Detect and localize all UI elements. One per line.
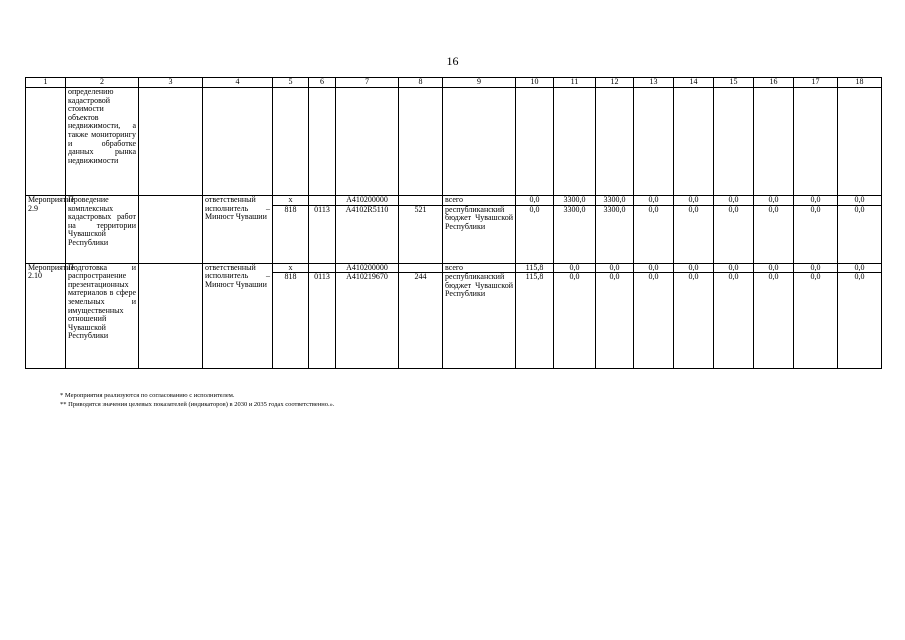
funding-value-c11: 0,0 — [554, 273, 596, 369]
measure-number: Мероприятие 2.10 — [26, 263, 66, 369]
column-number: 2 — [66, 78, 139, 88]
funding-value-c17: 0,0 — [794, 205, 838, 263]
column-number-row — [26, 78, 882, 88]
funding-value-c12: 3300,0 — [596, 205, 634, 263]
gov-administrator-code: x — [273, 263, 309, 273]
funding-value-c13: 0,0 — [634, 196, 674, 206]
funding-value-c14: 0,0 — [674, 205, 714, 263]
funding-source: республиканский бюджет Чувашской Республики — [443, 273, 516, 369]
co-executors-cell — [139, 196, 203, 264]
measure-description: Проведение комплексных кадастровых работ на территории Чувашской Республики — [66, 196, 139, 264]
funding-value-c13: 0,0 — [634, 273, 674, 369]
funding-value-c16: 0,0 — [754, 205, 794, 263]
funding-source: республиканский бюджет Чувашской Республики — [443, 205, 516, 263]
funding-value-c12: 3300,0 — [596, 196, 634, 206]
section-code: 0113 — [309, 205, 336, 263]
funding-value-c10: 0,0 — [516, 205, 554, 263]
funding-value-c14: 0,0 — [674, 273, 714, 369]
gov-administrator-code: 818 — [273, 205, 309, 263]
column-number: 10 — [516, 78, 554, 88]
funding-value-c14: 0,0 — [674, 196, 714, 206]
funding-value-c15: 0,0 — [714, 196, 754, 206]
section-code: 0113 — [309, 273, 336, 369]
column-number: 14 — [674, 78, 714, 88]
table-row — [26, 196, 882, 206]
expense-type-code — [399, 196, 443, 206]
footnotes — [60, 392, 335, 409]
column-number: 16 — [754, 78, 794, 88]
funding-value-c12: 0,0 — [596, 263, 634, 273]
measure-description: Подготовка и распространение презентационных материалов в сфере земельных и имущественных отношений Чувашской Республики — [66, 263, 139, 369]
funding-value-c10: 115,8 — [516, 273, 554, 369]
footnote: * Мероприятия реализуются по согласованию с исполнителем. — [60, 392, 235, 399]
funding-value-c12: 0,0 — [596, 273, 634, 369]
column-number: 17 — [794, 78, 838, 88]
responsible-executor: ответственный исполнитель – Минюст Чувашии — [203, 263, 273, 369]
column-number: 13 — [634, 78, 674, 88]
column-number: 1 — [26, 78, 66, 88]
funding-value-c15: 0,0 — [714, 205, 754, 263]
funding-value-c13: 0,0 — [634, 263, 674, 273]
funding-value-c10: 115,8 — [516, 263, 554, 273]
page-number: 16 — [446, 54, 459, 68]
measure-number: Мероприятие 2.9 — [26, 196, 66, 264]
expense-type-code: 244 — [399, 273, 443, 369]
column-number: 4 — [203, 78, 273, 88]
column-number: 9 — [443, 78, 516, 88]
funding-value-c17: 0,0 — [794, 273, 838, 369]
funding-value-c18: 0,0 — [838, 273, 882, 369]
gov-administrator-code: x — [273, 196, 309, 206]
target-article-code: А4102R5110 — [336, 205, 399, 263]
funding-value-c17: 0,0 — [794, 196, 838, 206]
responsible-executor: ответственный исполнитель – Минюст Чувашии — [203, 196, 273, 264]
funding-value-c15: 0,0 — [714, 263, 754, 273]
funding-value-c16: 0,0 — [754, 196, 794, 206]
target-article-code: А410200000 — [336, 196, 399, 206]
funding-value-c16: 0,0 — [754, 273, 794, 369]
expense-type-code: 521 — [399, 205, 443, 263]
funding-source: всего — [443, 196, 516, 206]
funding-value-c17: 0,0 — [794, 263, 838, 273]
funding-value-c18: 0,0 — [838, 196, 882, 206]
continuation-description: определению кадастровой стоимости объектов недвижимости, а также мониторингу и обработке данных рынка недвижимости — [66, 88, 139, 196]
column-number: 12 — [596, 78, 634, 88]
footnote: ** Приводятся значения целевых показателей (индикаторов) в 2030 и 2035 годах соответственно.». — [60, 400, 335, 408]
continuation-row — [26, 88, 882, 196]
column-number: 6 — [309, 78, 336, 88]
column-number: 18 — [838, 78, 882, 88]
funding-value-c11: 0,0 — [554, 263, 596, 273]
funding-value-c16: 0,0 — [754, 263, 794, 273]
column-number: 7 — [336, 78, 399, 88]
program-table — [25, 77, 882, 369]
funding-value-c11: 3300,0 — [554, 205, 596, 263]
target-article-code: А410219670 — [336, 273, 399, 369]
funding-value-c11: 3300,0 — [554, 196, 596, 206]
gov-administrator-code: 818 — [273, 273, 309, 369]
section-code — [309, 196, 336, 206]
column-number: 8 — [399, 78, 443, 88]
funding-value-c18: 0,0 — [838, 263, 882, 273]
funding-value-c10: 0,0 — [516, 196, 554, 206]
funding-value-c18: 0,0 — [838, 205, 882, 263]
funding-value-c14: 0,0 — [674, 263, 714, 273]
column-number: 11 — [554, 78, 596, 88]
funding-value-c13: 0,0 — [634, 205, 674, 263]
column-number: 15 — [714, 78, 754, 88]
funding-source: всего — [443, 263, 516, 273]
co-executors-cell — [139, 263, 203, 369]
column-number: 5 — [273, 78, 309, 88]
column-number: 3 — [139, 78, 203, 88]
funding-value-c15: 0,0 — [714, 273, 754, 369]
target-article-code: А410200000 — [336, 263, 399, 273]
